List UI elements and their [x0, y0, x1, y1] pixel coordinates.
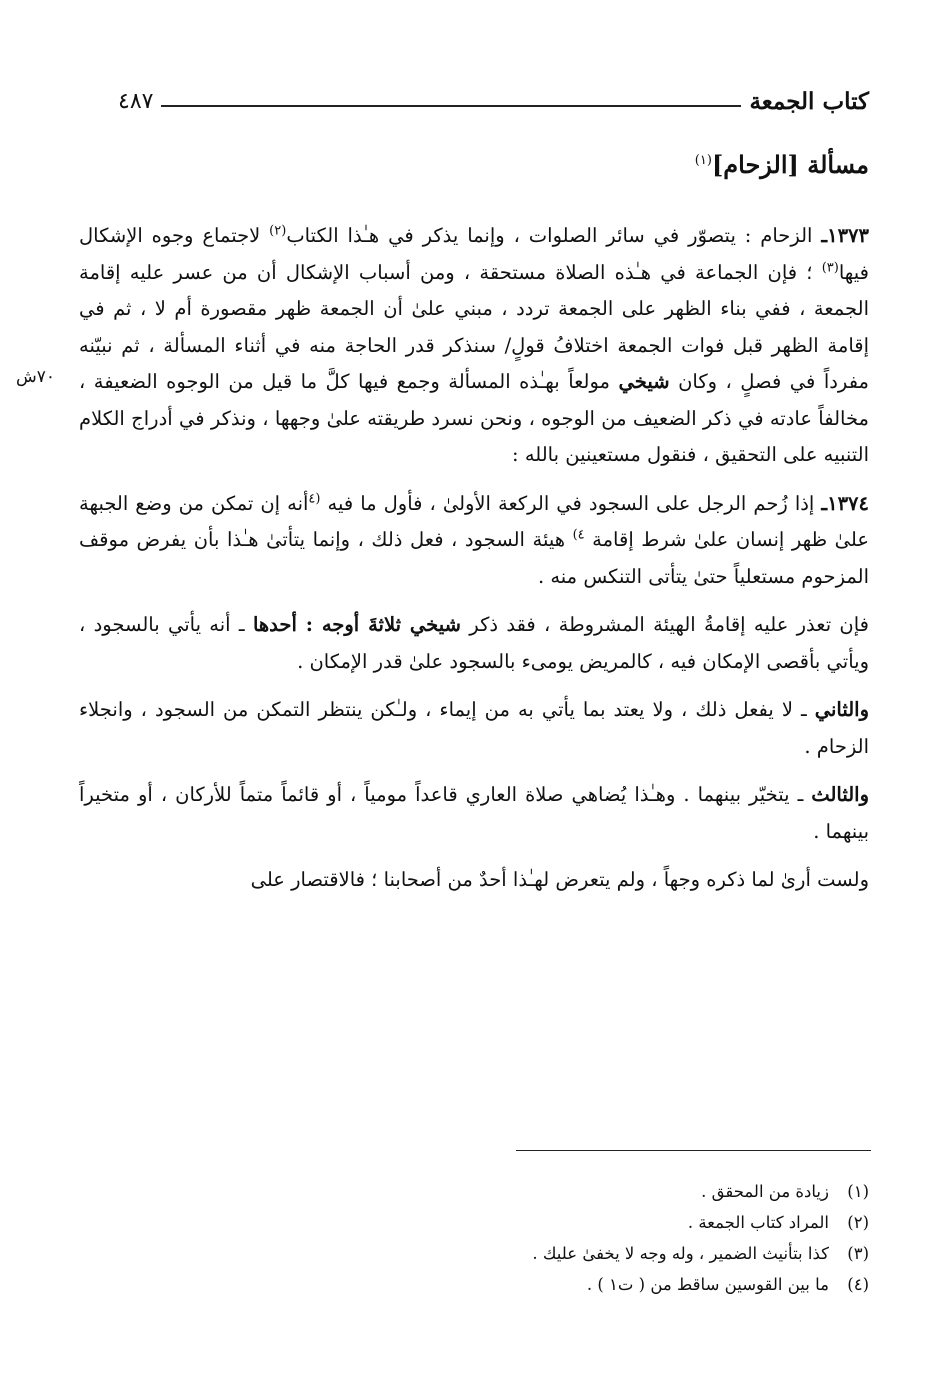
footnote-text: زيادة من المحقق . [701, 1182, 829, 1201]
footnote-4 [79, 1269, 869, 1300]
footnote-text: المراد كتاب الجمعة . [687, 1213, 829, 1232]
text-span: مولعاً بهـٰذه المسألة وجمع فيها كلَّ ما قيل من الوجوه الضعيفة ، مخالفاً عادته في ذكر الضعيف من الوجوه ، ونحن نسرد طريقته علىٰ وجهها ، ونذكر في أدراج الكلام التنبيه على التحقيق ، فنقول مستعينين بالله : [79, 370, 869, 466]
footnote-number: (٤) [847, 1275, 869, 1294]
issue-number: ١٣٧٣ـ [821, 224, 869, 247]
footnote-text: ما بين القوسين ساقط من ( ت١ ) . [586, 1275, 829, 1294]
text-span: ولست أرىٰ لما ذكره وجهاً ، ولم يتعرض لهـٰذا أحدٌ من أصحابنا ؛ فالاقتصار على [250, 868, 869, 891]
text-span: ـ يتخيّر بينهما . وهـٰذا يُضاهي صلاة العاري قاعداً مومياً ، أو قائماً متماً للأركان ، أو متخيراً بينهما . [79, 783, 869, 843]
text-span: ـ لا يفعل ذلك ، ولا يعتد بما يأتي به من إيماء ، ولـٰكن ينتظر التمكن من السجود ، وانجلاء الزحام . [79, 698, 869, 758]
section-heading [695, 150, 869, 179]
footnote-divider [516, 1150, 871, 1151]
text-span: أنه إن تمكن من وضع الجبهة علىٰ ظهر إنسان علىٰ شرط إقامة [79, 491, 869, 551]
paragraph-third-opinion [79, 777, 869, 850]
footnotes [79, 1176, 869, 1300]
paragraph-1373 [79, 218, 869, 474]
footnote-1 [79, 1176, 869, 1207]
chapter-title: كتاب الجمعة [749, 87, 869, 115]
footnote-text: كذا بتأنيث الضمير ، وله وجه لا يخفىٰ عليك . [532, 1244, 829, 1263]
footnote-number: (٢) [847, 1213, 869, 1232]
footnote-ref: (٢) [269, 223, 287, 239]
margin-note: ٧٠ش [16, 367, 56, 387]
bold-term: والثاني [814, 698, 869, 721]
text-span: هيئة السجود ، فعل ذلك ، وإنما يتأتىٰ هـٰذا بأن يفرض موقف المزحوم مستعلياً حتىٰ يتأتى التنكس منه . [79, 528, 869, 588]
bold-term: والثالث [811, 783, 869, 806]
page-number: ٤٨٧ [118, 88, 154, 114]
text-span: ـ أنه يأتي بالسجود ، ويأتي بأقصى الإمكان فيه ، كالمريض يومىء بالسجود علىٰ قدر الإمكان . [79, 613, 869, 673]
main-text [79, 218, 869, 899]
bold-term: شيخي ثلاثةَ أوجه : أحدها [252, 613, 461, 636]
footnote-ref: ٤) [572, 527, 585, 543]
running-head [118, 84, 869, 118]
text-span: إذا زُحم الرجل على السجود في الركعة الأولىٰ ، فأول ما فيه [320, 491, 822, 515]
text-span: فإن تعذر عليه إقامةُ الهيئة المشروطة ، فقد ذكر [461, 613, 870, 636]
text-span: الزحام : يتصوّر في سائر الصلوات ، وإنما يذكر في هـٰذا الكتاب [286, 224, 822, 247]
footnote-3 [79, 1238, 869, 1269]
footnote-number: (١) [847, 1182, 869, 1201]
heading-text: مسألة [الزحام] [711, 150, 869, 179]
text-span: ؛ فإن الجماعة في هـٰذه الصلاة مستحقة ، ومن أسباب الإشكال أن من عسر عليه إقامة الجمعة ، ففي بناء الظهر على الجمعة تردد ، مبني علىٰ أن الجمعة ظهر مقصورة أم لا ، ثم في إقامة الظهر قبل فوات الجمعة اختلافُ قولٍ/ سنذكر قدر الحاجة منه في أثناء المسألة ، ثم نبيّنه مفرداً في فصلٍ ، وكان [79, 260, 870, 393]
footnote-ref: (٣) [821, 260, 839, 275]
footnote-ref: (٤ [308, 491, 321, 506]
paragraph-three-opinions [79, 607, 869, 680]
paragraph-author-comment [79, 862, 869, 899]
paragraph-1374 [79, 486, 869, 596]
header-rule [161, 105, 741, 107]
text-span: لاجتماع وجوه الإشكال فيها [79, 224, 869, 284]
issue-number: ١٣٧٤ـ [821, 491, 870, 515]
footnote-number: (٣) [847, 1244, 869, 1263]
bold-term: شيخي [618, 370, 670, 393]
footnote-ref: (١) [694, 153, 712, 168]
paragraph-second-opinion [79, 692, 869, 765]
footnote-2 [79, 1207, 869, 1238]
